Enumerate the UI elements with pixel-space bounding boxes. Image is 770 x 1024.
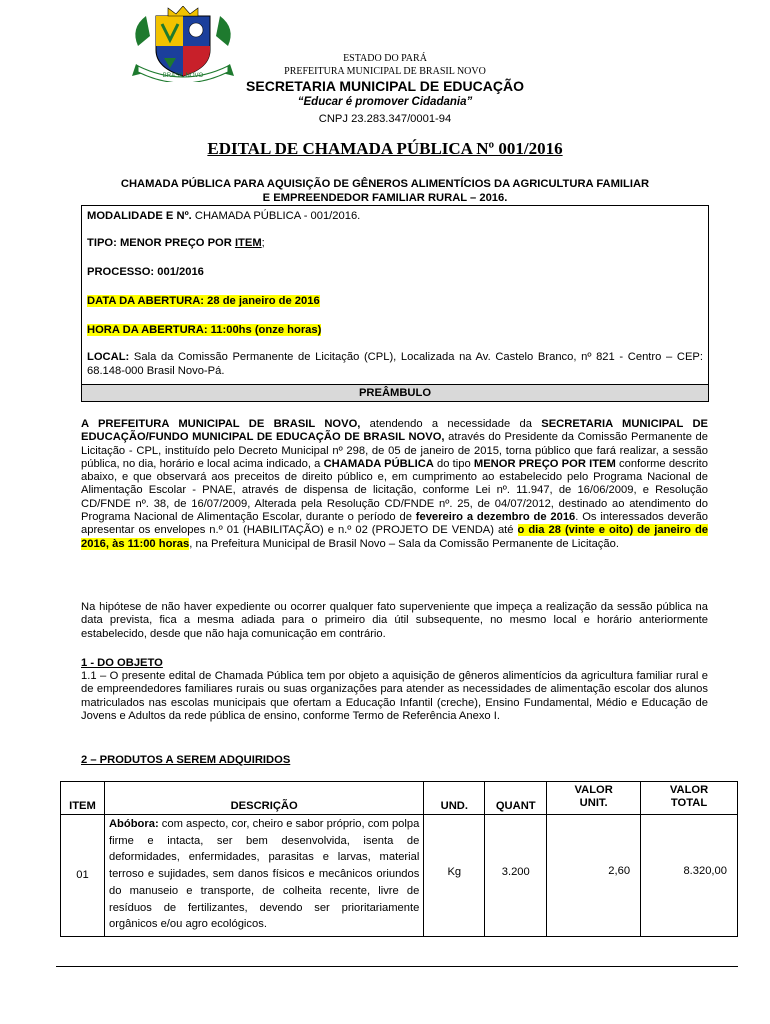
preambulo-periodo: fevereiro a dezembro de 2016 [415, 511, 576, 524]
hora-abertura: HORA DA ABERTURA: 11:00hs (onze horas) [87, 324, 322, 336]
section-1-text: 1.1 – O presente edital de Chamada Pública tem por objeto a aquisição de gêneros alimentícios da agricultura familiar rural e de empreendedores familiares rurais ou suas organizações para atender as necessidades de alimentação escolar dos alunos matriculados nas escolas municipais que ofertam a Educação Infantil (creche), Ensino Fundamental, Médio e Educação de Jovens e Adultos da rede pública de ensino, conforme Termo de Referência Anexo I. [81, 670, 708, 722]
cell-und: Kg [424, 815, 485, 937]
cell-descricao [104, 815, 423, 937]
header-prefecture: PREFEITURA MUNICIPAL DE BRASIL NOVO [284, 66, 486, 77]
section-2-title: 2 – PRODUTOS A SEREM ADQUIRIDOS [81, 754, 291, 766]
modalidade-label: MODALIDADE E Nº. [87, 210, 192, 222]
cell-quant: 3.200 [485, 815, 547, 937]
header-valor-total-line-2: TOTAL [670, 797, 708, 809]
preambulo-entity: A PREFEITURA MUNICIPAL DE BRASIL NOVO, [81, 418, 361, 430]
products-table [60, 781, 738, 937]
cell-item: 01 [61, 815, 105, 937]
header-motto: “Educar é promover Cidadania” [297, 96, 473, 108]
tipo-item: ITEM [234, 237, 262, 249]
header-quant: QUANT [485, 782, 547, 815]
local-value: Sala da Comissão Permanente de Licitação (CPL), Localizada na Av. Castelo Branco, nº 821 - Centro – CEP: 68.148-000 Brasil Novo-Pá. [87, 351, 703, 377]
cell-valor-unit: 2,60 [547, 815, 641, 937]
preambulo-paragraph-2: Na hipótese de não haver expediente ou ocorrer qualquer fato superveniente que impeça a realização da sessão pública na data prevista, fica a mesma adiada para o primeiro dia útil subsequente, no mesmo local e horário anteriormente estabelecido, desde que não haja comunicação em contrário. [81, 601, 708, 640]
header-valor-unit [547, 782, 641, 815]
preambulo-text-h: conforme descrito abaixo, e que observará aos preceitos de direito público e, em cumprimento ao estabelecido pelo Programa Nacional de Alimentação Escolar - PNAE, através de dispensa de licitação, conforme Lei nº. 11.947, de 16/06/2009, e Resolução CD/FNDE nº. 38, de 16/07/2009, Alterada pela Resolução CD/FNDE nº. 25, de 04/07/2012, destinado ao atendimento do Programa Nacional de Alimentação Escolar, durante o período de [81, 457, 708, 524]
preambulo-text-b: atendendo a necessidade da [360, 418, 542, 430]
tipo-prefix: TIPO: MENOR PREÇO POR [87, 237, 235, 249]
header-und: UND. [424, 782, 485, 815]
cell-valor-total: 8.320,00 [641, 815, 738, 937]
table-row [61, 815, 738, 937]
section-1-title: 1 - DO OBJETO [81, 657, 163, 669]
subtitle-line-1: CHAMADA PÚBLICA PARA AQUISIÇÃO DE GÊNEROS ALIMENTÍCIOS DA AGRICULTURA FAMILIAR [120, 178, 650, 190]
product-name: Abóbora: [108, 818, 159, 830]
table-header-row [61, 782, 738, 815]
info-box-content [82, 206, 709, 385]
header-valor-total-line-1: VALOR [669, 784, 709, 796]
preambulo-paragraph [81, 418, 708, 551]
header-state: ESTADO DO PARÁ [343, 53, 427, 64]
header-valor-unit-line-2: UNIT. [579, 797, 608, 809]
preambulo-text-f: do tipo [433, 457, 474, 470]
data-abertura: DATA DA ABERTURA: 28 de janeiro de 2016 [87, 295, 320, 307]
footer-divider [56, 966, 738, 967]
header-descricao: DESCRIÇÃO [104, 782, 423, 815]
preambulo-text-j: . Os interessados deverão apresentar os envelopes n.º 01 (HABILITAÇÃO) e n.º 02 (PROJETO DE VENDA) até [81, 511, 709, 537]
header-secretariat: SECRETARIA MUNICIPAL DE EDUCAÇÃO [246, 78, 524, 94]
preambulo-secretariat: SECRETARIA MUNICIPAL DE EDUCAÇÃO/FUNDO MUNICIPAL DE EDUCAÇÃO DE BRASIL NOVO, [81, 418, 708, 444]
edital-title: EDITAL DE CHAMADA PÚBLICA Nº 001/2016 [207, 139, 563, 158]
local-label: LOCAL: [87, 351, 130, 363]
subtitle-line-2: E EMPREENDEDOR FAMILIAR RURAL – 2016. [262, 192, 508, 204]
product-description: com aspecto, cor, cheiro e sabor próprio, com polpa firme e intacta, ser bem desenvolvida, isenta de deformidades, enfermidades, parasitas e larvas, material terroso e sujidades, sem danos físicos e mecânicos oriundos do manuseio e transporte, de colheita recente, livre de resíduos de fertilizantes, devendo ser prioritariamente orgânicos e/ou agro ecológicos. [108, 818, 420, 931]
tipo-suffix: ; [261, 237, 265, 249]
processo: PROCESSO: 001/2016 [87, 266, 204, 278]
header-valor-unit-line-1: VALOR [574, 784, 613, 796]
preambulo-text-d: através do Presidente da Comissão Permanente de Licitação - CPL, instituído pelo Decreto Municipal nº 298, de 05 de janeiro de 2015, torna público que fará realizar, a sessão pública, no dia, horário e local acima indicado, a [81, 431, 708, 470]
modalidade-value: CHAMADA PÚBLICA - 001/2016. [191, 210, 361, 222]
preambulo-chamada: CHAMADA PÚBLICA [323, 457, 434, 470]
header-valor-total [641, 782, 738, 815]
seal-text: BRASIL NOVO [162, 73, 204, 79]
preambulo-text-l: , na Prefeitura Municipal de Brasil Novo – Sala da Comissão Permanente de Licitação. [189, 537, 619, 550]
edital-info-box [81, 205, 709, 402]
header-cnpj: CNPJ 23.283.347/0001-94 [318, 113, 452, 125]
preambulo-tipo: MENOR PREÇO POR ITEM [473, 457, 616, 470]
preambulo-title: PREÂMBULO [82, 385, 709, 402]
preambulo-deadline: o dia 28 (vinte e oito) de janeiro de 2016, às 11:00 horas [81, 524, 708, 550]
header-item: ITEM [61, 782, 105, 815]
